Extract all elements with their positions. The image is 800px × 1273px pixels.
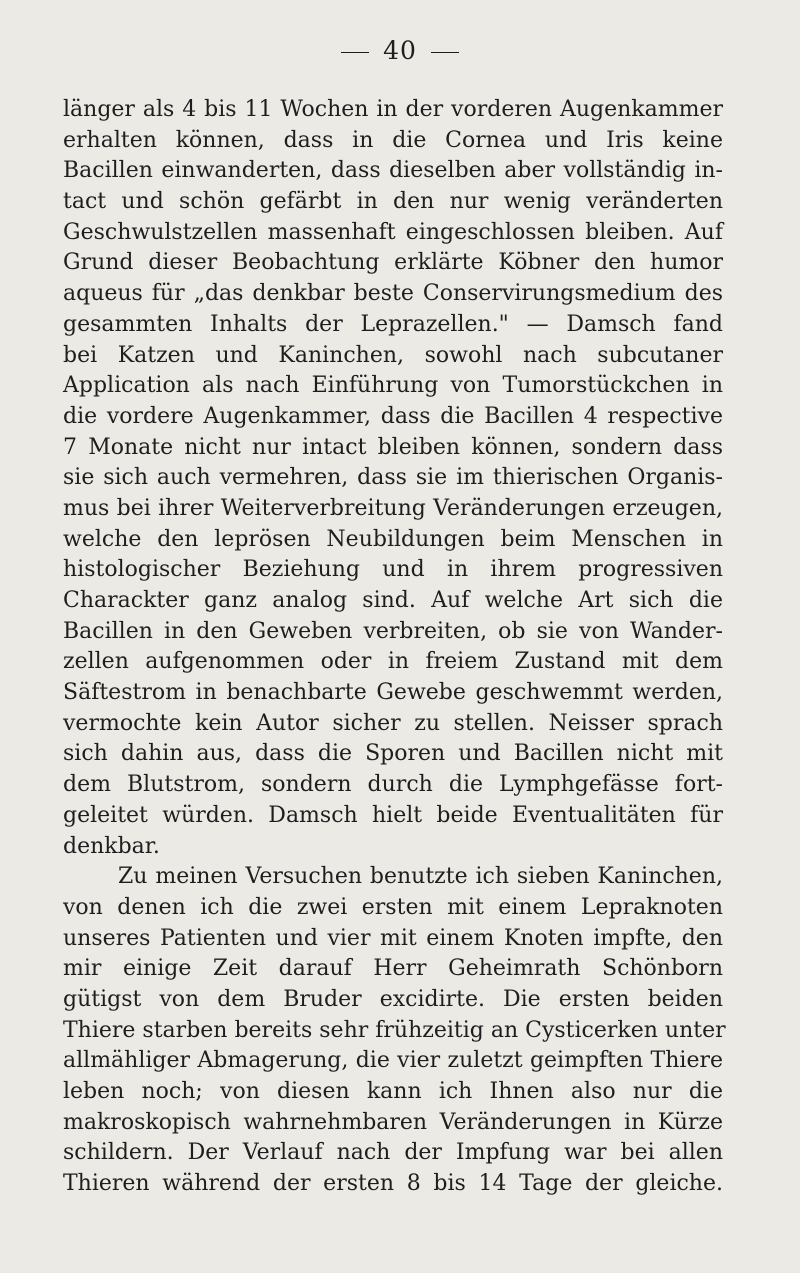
text-line: schildern. Der Verlauf nach der Impfung war bei allen [63,1140,723,1166]
page-number-text: 40 [383,36,417,65]
text-line: gütigst von dem Bruder excidirte. Die ersten beiden [63,986,723,1012]
text-line: Geschwulstzellen massenhaft eingeschlossen bleiben. Auf [63,219,723,245]
text-line: dem Blutstrom, sondern durch die Lymphgefässe fort- [63,772,723,798]
paragraph-1 [63,95,723,862]
text-line: denkbar. [63,833,160,859]
text-line: Thieren während der ersten 8 bis 14 Tage der gleiche. [63,1171,723,1197]
text-line: allmähliger Abmagerung, die vier zuletzt geimpften Thiere [63,1048,723,1074]
text-line: 7 Monate nicht nur intact bleiben können, sondern dass [63,434,723,460]
text-line: Bacillen einwanderten, dass dieselben aber vollständig in- [63,158,723,184]
paragraph-2 [63,862,726,1200]
text-line: Zu meinen Versuchen benutzte ich sieben Kaninchen, [118,864,723,890]
text-line: zellen aufgenommen oder in freiem Zustand mit dem [63,649,723,675]
text-line: sich dahin aus, dass die Sporen und Bacillen nicht mit [63,741,723,767]
text-line: tact und schön gefärbt in den nur wenig veränderten [63,189,723,215]
text-line: aqueus für „das denkbar beste Conservirungsmedium des [63,281,723,307]
text-line: Grund dieser Beobachtung erklärte Köbner den humor [63,250,723,276]
text-line: welche den leprösen Neubildungen beim Menschen in [63,526,723,552]
text-line: sie sich auch vermehren, dass sie im thierischen Organis- [63,465,723,491]
text-line: makroskopisch wahrnehmbaren Veränderungen in Kürze [63,1109,723,1135]
page-number-dash-left [341,52,369,53]
text-line: geleitet würden. Damsch hielt beide Eventualitäten für [63,802,723,828]
text-line: erhalten können, dass in die Cornea und Iris keine [63,127,723,153]
text-line: Charackter ganz analog sind. Auf welche Art sich die [63,588,723,613]
text-line: leben noch; von diesen kann ich Ihnen also nur die [63,1079,723,1104]
text-line: Bacillen in den Geweben verbreiten, ob sie von Wander- [63,618,723,644]
text-line: Application als nach Einführung von Tumorstückchen in [63,373,723,399]
text-line: unseres Patienten und vier mit einem Knoten impfte, den [63,925,723,951]
text-line: mir einige Zeit darauf Herr Geheimrath Schönborn [63,956,723,982]
page-number-dash-right [431,52,459,53]
text-line: die vordere Augenkammer, dass die Bacillen 4 respective [63,403,723,429]
text-line: mus bei ihrer Weiterverbreitung Veränderungen erzeugen, [63,495,723,521]
text-line: vermochte kein Autor sicher zu stellen. Neisser sprach [63,710,723,736]
text-line: von denen ich die zwei ersten mit einem Lepraknoten [63,894,723,920]
text-line: länger als 4 bis 11 Wochen in der vorderen Augenkammer [63,97,723,122]
text-line: bei Katzen und Kaninchen, sowohl nach subcutaner [63,342,723,368]
body-text [63,95,726,1200]
text-line: Säftestrom in benachbarte Gewebe geschwemmt werden, [63,680,723,706]
text-line: histologischer Beziehung und in ihrem progressiven [63,557,723,583]
text-line: Thiere starben bereits sehr frühzeitig an Cysticerken unter [63,1017,726,1043]
text-line: gesammten Inhalts der Leprazellen." — Damsch fand [63,311,723,337]
page-number [0,36,800,65]
